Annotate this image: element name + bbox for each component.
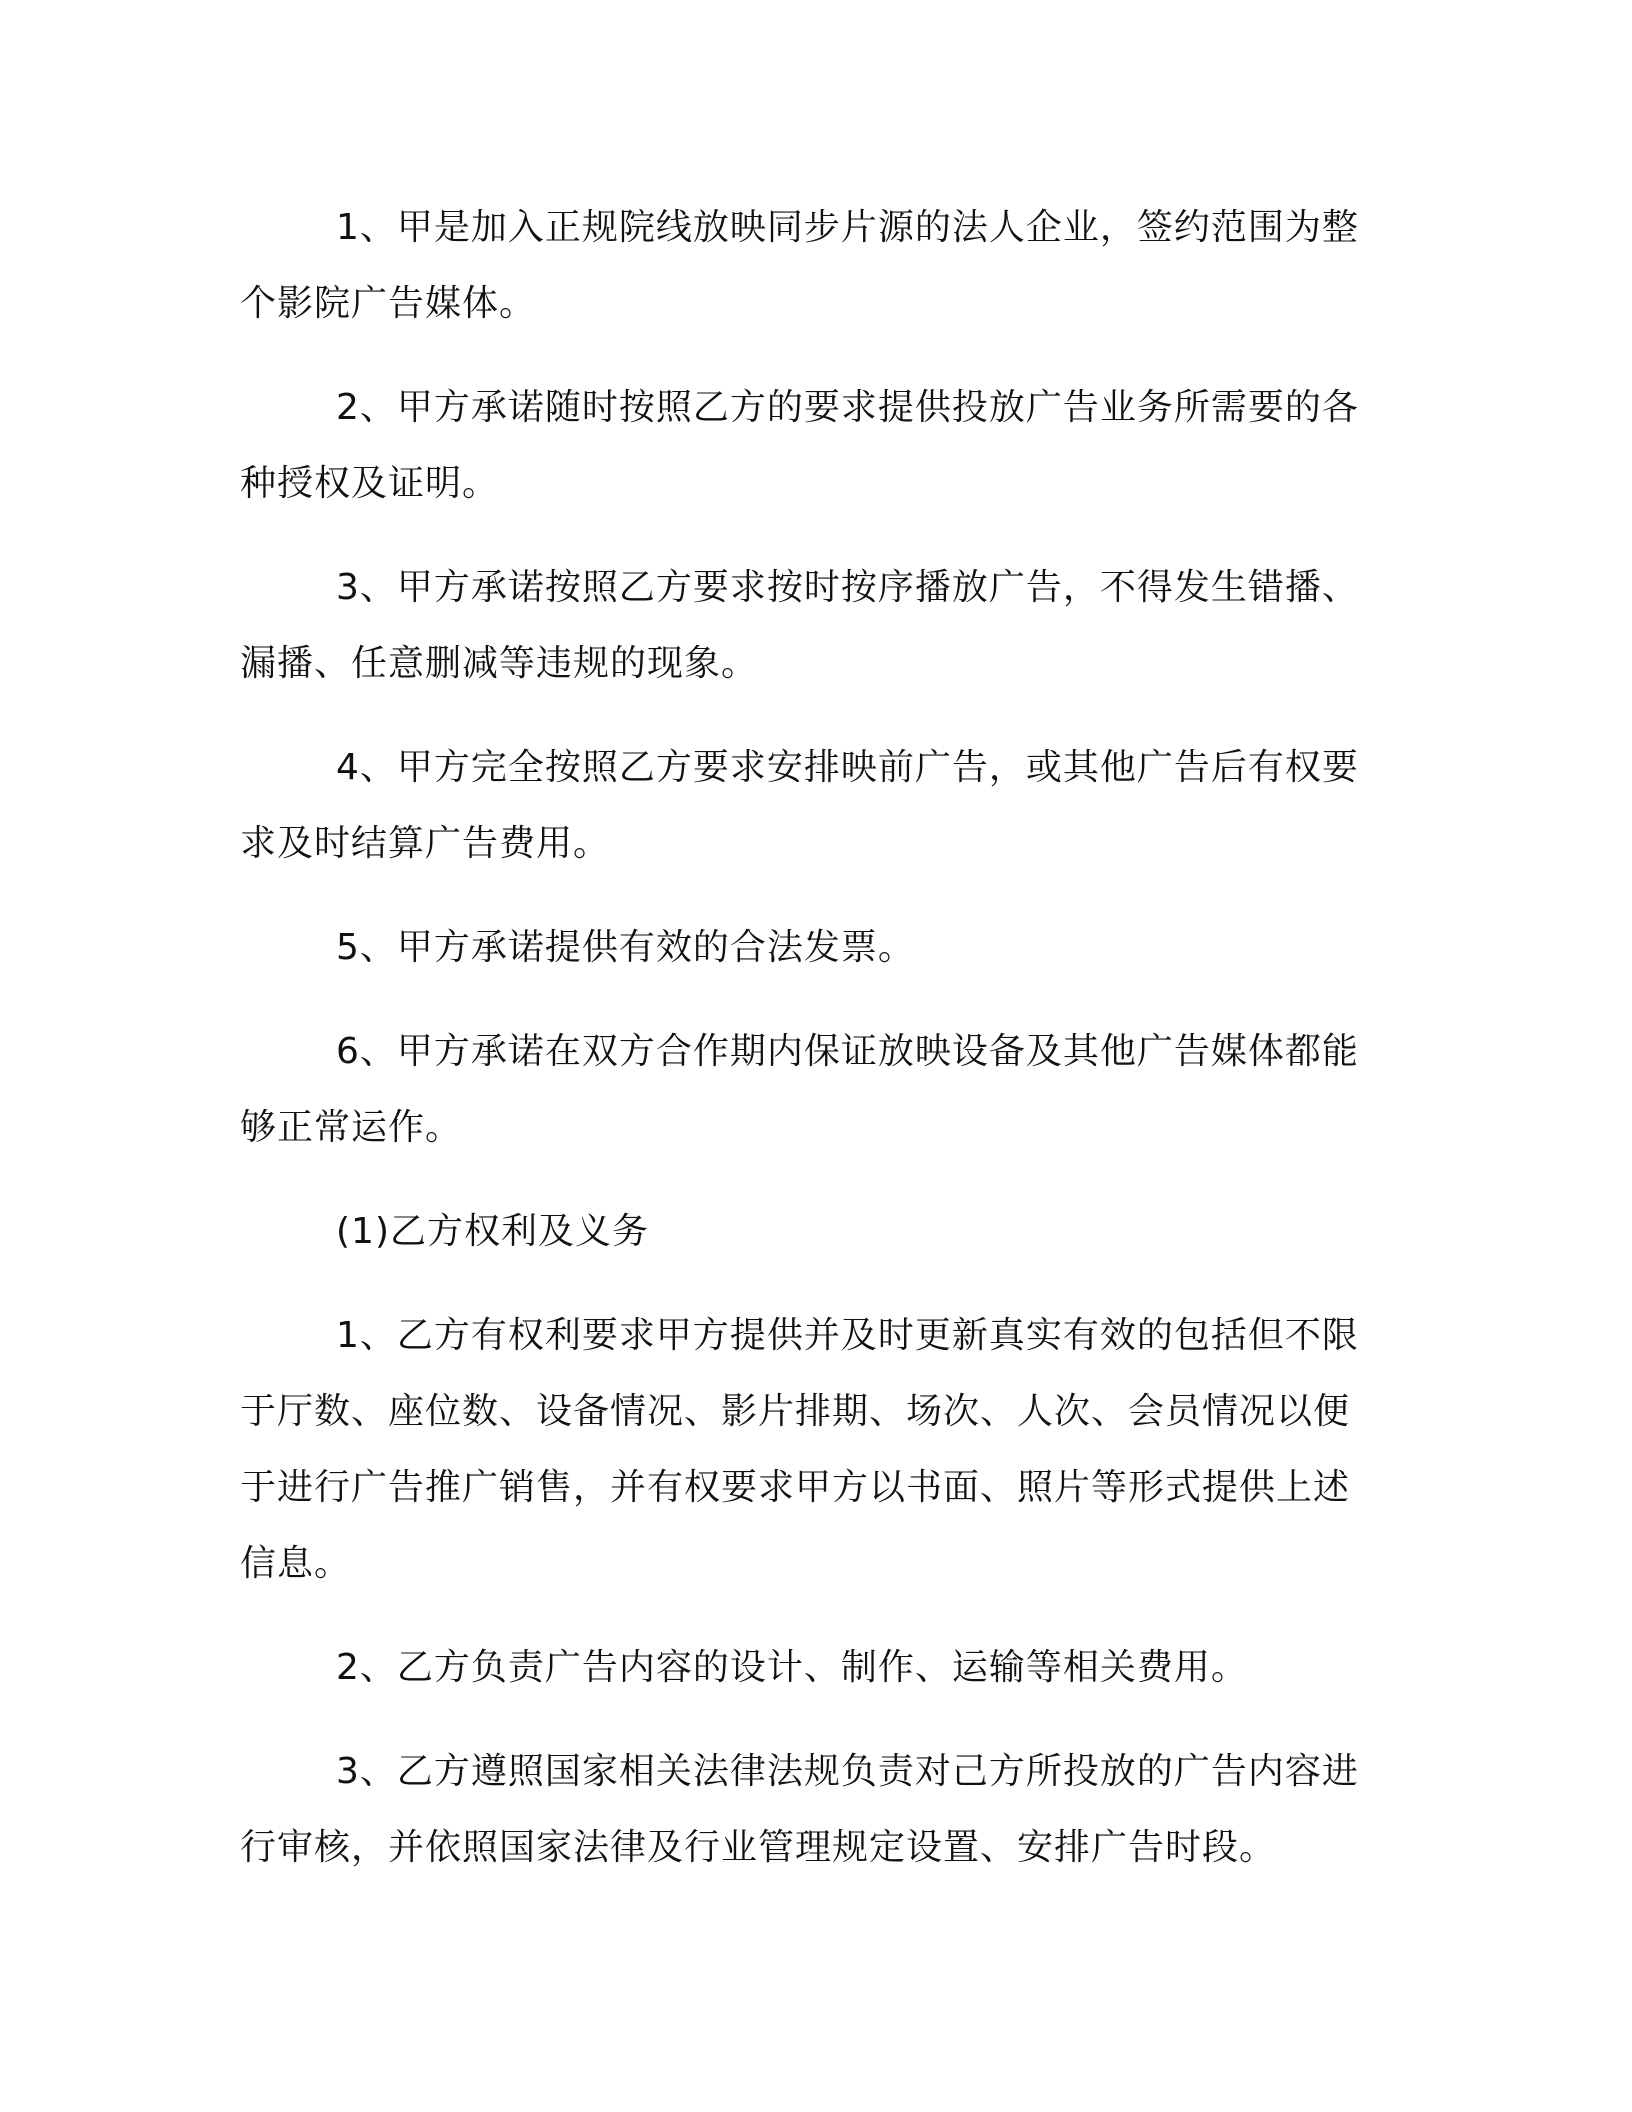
clause-party-b-1: 1、乙方有权利要求甲方提供并及时更新真实有效的包括但不限于厅数、座位数、设备情况、影片排期、场次、人次、会员情况以便于进行广告推广销售，并有权要求甲方以书面、照片等形式提供上述信息。 <box>240 1315 1359 1584</box>
section-heading-party-b: (1)乙方权利及义务 <box>336 1211 649 1252</box>
clause-party-a-6: 6、甲方承诺在双方合作期内保证放映设备及其他广告媒体都能够正常运作。 <box>240 1031 1359 1148</box>
clause-party-a-5: 5、甲方承诺提供有效的合法发票。 <box>336 927 915 968</box>
clause-party-b-3: 3、乙方遵照国家相关法律法规负责对己方所投放的广告内容进行审核，并依照国家法律及行业管理规定设置、安排广告时段。 <box>240 1751 1359 1868</box>
clause-party-a-4: 4、甲方完全按照乙方要求安排映前广告，或其他广告后有权要求及时结算广告费用。 <box>240 747 1359 864</box>
clause-party-a-3: 3、甲方承诺按照乙方要求按时按序播放广告，不得发生错播、漏播、任意删减等违规的现象。 <box>240 567 1359 684</box>
clause-party-a-1: 1、甲是加入正规院线放映同步片源的法人企业，签约范围为整个影院广告媒体。 <box>240 207 1359 324</box>
document-body <box>240 190 1360 1914</box>
clause-party-b-2: 2、乙方负责广告内容的设计、制作、运输等相关费用。 <box>336 1647 1248 1688</box>
clause-party-a-2: 2、甲方承诺随时按照乙方的要求提供投放广告业务所需要的各种授权及证明。 <box>240 387 1359 504</box>
